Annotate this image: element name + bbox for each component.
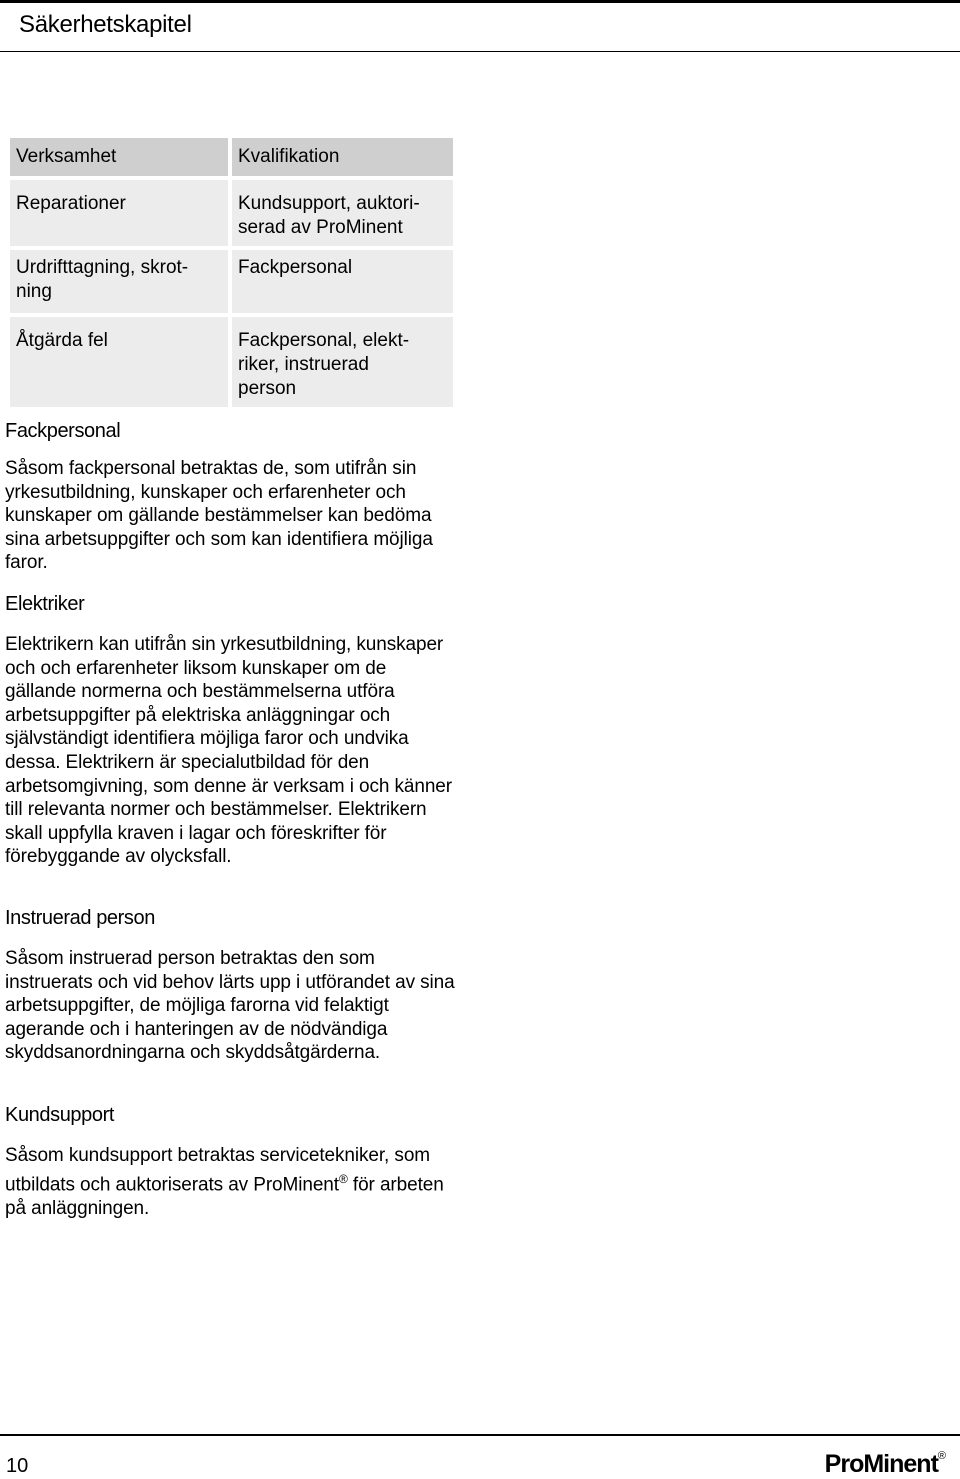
- table-header-row: [8, 136, 455, 178]
- cell-text: Kundsupport, auktori- serad av ProMinent: [238, 193, 420, 238]
- prominent-logo: [825, 1450, 946, 1479]
- cell-text: Fackpersonal, elekt- riker, instruerad person: [238, 330, 410, 399]
- table-cell-activity: [8, 248, 230, 315]
- section-elektriker: [5, 593, 460, 869]
- footer-rule: [0, 1434, 960, 1436]
- section-body: Såsom fackpersonal betraktas de, som utifrån sin yrkesutbildning, kunskaper och erfarenheter och kunskaper om gällande bestämmelser kan bedöma sina arbetsuppgifter och som kan identifiera möjliga faror.: [5, 458, 433, 574]
- section-body: Elektrikern kan utifrån sin yrkesutbildning, kunskaper och och erfarenheter liksom kunskaper om de gällande normerna och bestämmelserna utföra arbetsuppgifter på elektriska anläggningar och självständigt identifiera möjliga faror och undvika dessa. Elektrikern är specialutbildad för den arbetsomgivning, som denne är verksam i och känner till relevanta normer och bestämmelser. Elektrikern skall uppfylla kraven i lagar och föreskrifter för förebyggande av olycksfall.: [5, 634, 453, 868]
- table-cell-activity: [8, 178, 230, 248]
- brand-name: ProMinent: [824, 1450, 938, 1478]
- page-number: 10: [6, 1455, 29, 1477]
- table-row: [8, 315, 455, 409]
- table-cell-qualification: [230, 315, 455, 409]
- column-header-qualification: Kvalifikation: [230, 136, 455, 178]
- table-row: [8, 248, 455, 315]
- column-header-activity: Verksamhet: [8, 136, 230, 178]
- section-fackpersonal: [5, 420, 460, 575]
- section-body-suffix: för arbeten på anläggningen.: [5, 1173, 444, 1219]
- page-title: Säkerhetskapitel: [19, 11, 192, 38]
- table-cell-qualification: [230, 178, 455, 248]
- table-cell-qualification: [230, 248, 455, 315]
- section-kundsupport: [5, 1104, 460, 1220]
- cell-text: Åtgärda fel: [16, 330, 108, 351]
- cell-text: Reparationer: [16, 193, 126, 214]
- section-body-text: Såsom kundsupport betraktas servicetekniker, som utbildats och auktoriserats av ProMinent: [5, 1145, 431, 1195]
- cell-text: Fackpersonal: [238, 257, 353, 278]
- table-cell-activity: [8, 315, 230, 409]
- section-heading: Fackpersonal: [5, 420, 121, 442]
- section-heading: Instruerad person: [5, 907, 155, 929]
- registered-mark: ®: [937, 1450, 946, 1462]
- registered-mark: ®: [338, 1171, 348, 1186]
- qualification-table: [8, 136, 455, 409]
- section-instruerad-person: [5, 907, 460, 1065]
- header-band: [0, 0, 960, 52]
- section-body: Såsom instruerad person betraktas den som instruerats och vid behov lärts upp i utförandet av sina arbetsuppgifter, de möjliga farorna vid felaktigt agerande och i hanteringen av de nödvändiga skyddsanordningarna och skyddsåtgärderna.: [5, 948, 455, 1064]
- cell-text: Urdrifttagning, skrot- ning: [16, 257, 189, 302]
- section-heading: Kundsupport: [5, 1104, 115, 1126]
- section-heading: Elektriker: [5, 593, 85, 615]
- section-body: [5, 1144, 460, 1220]
- table-row: [8, 178, 455, 248]
